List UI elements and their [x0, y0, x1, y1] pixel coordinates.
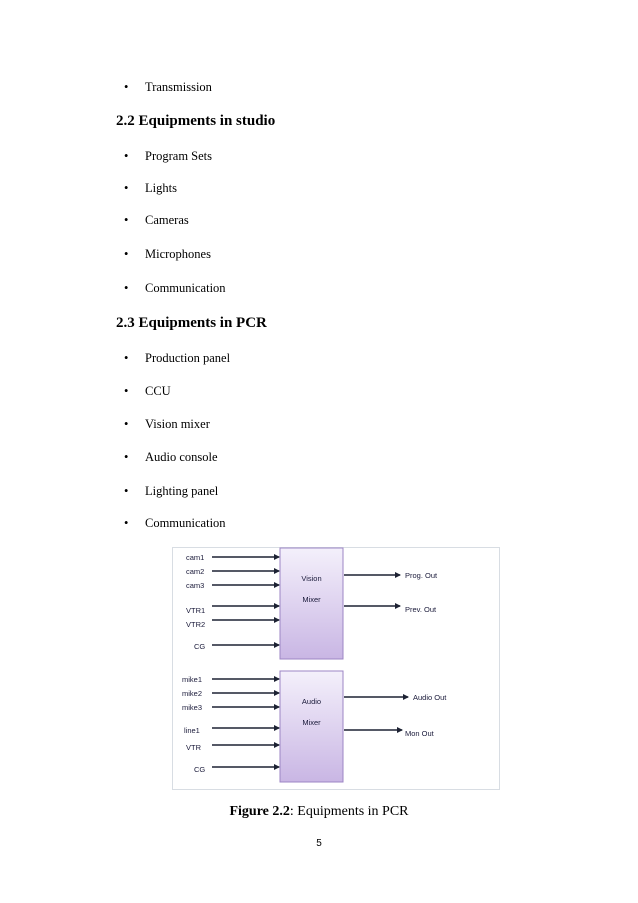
vision-output-label: Prog. Out: [405, 571, 438, 580]
vision-input-label: cam3: [186, 581, 205, 590]
pcr-item-text: CCU: [145, 384, 171, 398]
studio-item-text: Lights: [145, 181, 177, 195]
vision-input-label: cam1: [186, 553, 205, 562]
section-heading-studio: 2.2 Equipments in studio: [116, 113, 276, 129]
audio-input-label: line1: [184, 726, 200, 735]
bullet-dot: •: [124, 80, 129, 94]
bullet-dot: •: [124, 281, 129, 295]
bullet-dot: •: [124, 213, 129, 227]
bullet-dot: •: [124, 417, 129, 431]
studio-item-text: Program Sets: [145, 149, 213, 163]
bullet-dot: •: [124, 450, 129, 464]
audio-output-label: Mon Out: [405, 729, 434, 738]
vision-input-label: cam2: [186, 567, 205, 576]
figure-caption-text: : Equipments in PCR: [289, 804, 409, 819]
audio-input-label: mike3: [182, 703, 203, 712]
bullet-text: Transmission: [145, 80, 212, 94]
vision-mixer-label: Vision: [301, 574, 322, 583]
bullet-dot: •: [124, 351, 129, 365]
audio-input-label: mike2: [182, 689, 203, 698]
pcr-diagram-figure: [172, 547, 500, 790]
figure-caption-label: Figure 2.2: [229, 804, 290, 819]
vision-input-label: CG: [194, 642, 206, 651]
bullet-dot: •: [124, 247, 129, 261]
bullet-dot: •: [124, 149, 129, 163]
pcr-item-text: Communication: [145, 516, 226, 530]
figure-caption: [0, 803, 638, 821]
page-number: 5: [316, 838, 322, 849]
audio-mixer-label: Audio: [301, 697, 322, 706]
audio-mixer-label-2: Mixer: [302, 718, 321, 727]
vision-input-label: VTR2: [186, 620, 206, 629]
pcr-item-text: Lighting panel: [145, 484, 219, 498]
bullet-dot: •: [124, 516, 129, 530]
section-heading-pcr: 2.3 Equipments in PCR: [116, 315, 267, 331]
bullet-dot: •: [124, 484, 129, 498]
studio-item-text: Cameras: [145, 213, 189, 227]
audio-input-label: CG: [194, 765, 206, 774]
audio-input-label: mike1: [182, 675, 203, 684]
bullet-dot: •: [124, 181, 129, 195]
studio-item-text: Microphones: [145, 247, 211, 261]
vision-input-label: VTR1: [186, 606, 206, 615]
audio-input-label: VTR: [186, 743, 201, 752]
pcr-item-text: Production panel: [145, 351, 231, 365]
vision-output-label: Prev. Out: [405, 605, 437, 614]
pcr-item-text: Vision mixer: [145, 417, 210, 431]
bullet-dot: •: [124, 384, 129, 398]
pcr-item-text: Audio console: [145, 450, 218, 464]
vision-mixer-label-2: Mixer: [302, 595, 321, 604]
studio-item-text: Communication: [145, 281, 226, 295]
pcr-diagram: [172, 547, 500, 790]
audio-output-label: Audio Out: [413, 693, 447, 702]
